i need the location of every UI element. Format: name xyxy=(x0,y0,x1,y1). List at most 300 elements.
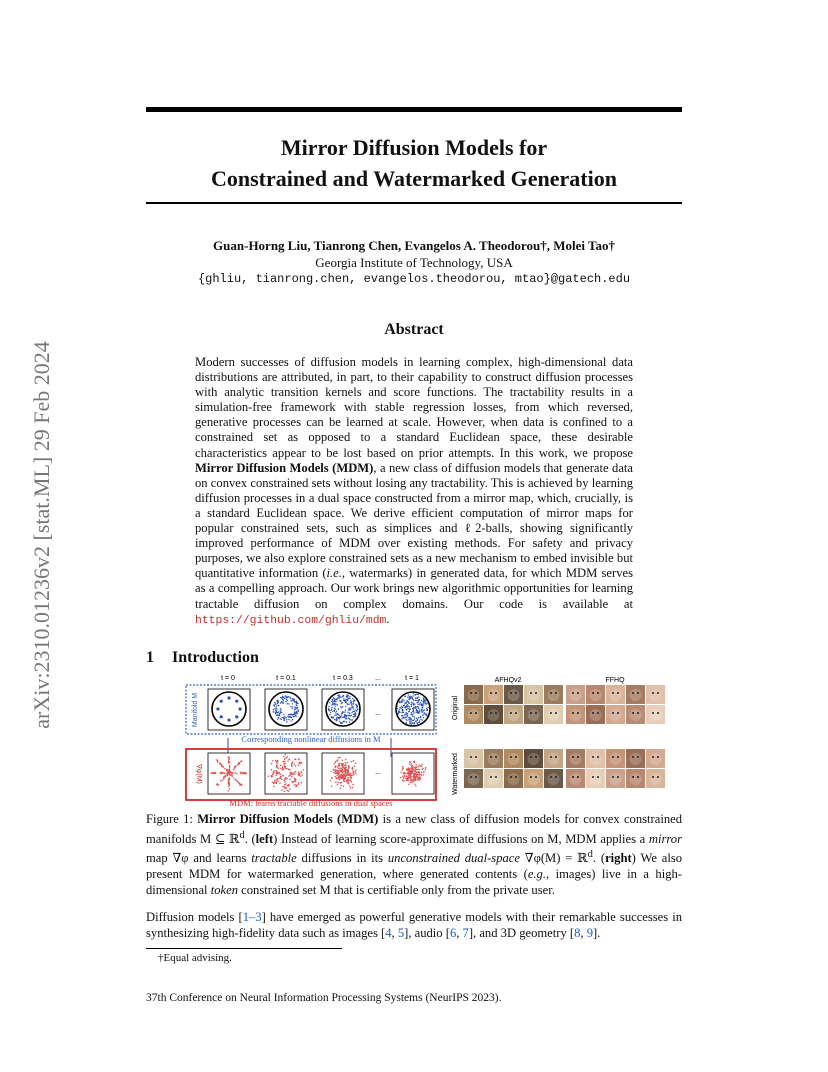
dual-point xyxy=(409,761,411,763)
dual-point xyxy=(406,780,408,782)
manifold-point xyxy=(283,700,284,701)
ffhq-watermarked-thumb-eye xyxy=(637,776,639,778)
dual-point xyxy=(289,769,291,771)
ffhq-watermarked-thumb-highlight xyxy=(650,773,662,785)
manifold-point xyxy=(294,701,295,702)
manifold-point xyxy=(406,722,407,723)
manifold-point xyxy=(427,707,428,708)
manifold-point xyxy=(337,697,338,698)
dual-point xyxy=(406,769,408,771)
manifold-point xyxy=(422,719,423,720)
dual-point xyxy=(355,771,357,773)
manifold-point xyxy=(421,709,422,710)
dual-point xyxy=(280,773,282,775)
dual-point xyxy=(286,778,288,780)
manifold-point xyxy=(399,707,400,708)
manifold-point xyxy=(421,704,422,705)
afhq-watermarked-thumb-eye xyxy=(475,776,477,778)
manifold-point xyxy=(352,711,353,712)
manifold-point xyxy=(416,722,417,723)
dual-point xyxy=(285,783,287,785)
dual-point xyxy=(406,775,408,777)
author-names: Guan-Horng Liu, Tianrong Chen, Evangelos A. Theodorou†, Molei Tao† xyxy=(213,238,615,253)
afhq-original-thumb-eye xyxy=(530,692,532,694)
manifold-point xyxy=(414,707,415,708)
ffhq-watermarked-thumb-eye xyxy=(577,756,579,758)
dual-point xyxy=(282,761,284,763)
manifold-point xyxy=(285,701,286,702)
dual-point xyxy=(229,766,231,768)
manifold-point xyxy=(283,702,284,703)
dual-point xyxy=(222,779,224,781)
dual-point xyxy=(418,774,420,776)
dual-point xyxy=(414,783,416,785)
manifold-point xyxy=(283,720,284,721)
dual-point xyxy=(421,774,423,776)
manifold-point xyxy=(426,708,427,709)
dual-point xyxy=(288,759,290,761)
manifold-point xyxy=(335,712,336,713)
dual-point xyxy=(273,783,275,785)
dual-point xyxy=(337,760,339,762)
ffhq-watermarked-thumb-eye xyxy=(577,776,579,778)
ffhq-watermarked-thumb-highlight xyxy=(630,753,642,765)
title-top-rule xyxy=(146,107,682,112)
abstract-heading: Abstract xyxy=(384,321,444,338)
dual-point xyxy=(346,780,348,782)
dual-point xyxy=(295,784,297,786)
dual-point xyxy=(347,772,349,774)
dual-point xyxy=(408,770,410,772)
manifold-point xyxy=(416,717,417,718)
citation[interactable]: 7 xyxy=(462,926,469,940)
manifold-point xyxy=(291,700,292,701)
manifold-point xyxy=(405,707,406,708)
manifold-point xyxy=(419,709,420,710)
manifold-point xyxy=(412,716,413,717)
author-block xyxy=(146,237,682,288)
manifold-point xyxy=(280,702,281,703)
ffhq-watermarked-thumb-eye xyxy=(652,756,654,758)
manifold-point xyxy=(344,716,345,717)
dual-point xyxy=(335,766,337,768)
afhq-original-thumb-eye xyxy=(535,692,537,694)
afhq-watermarked-thumb-eye xyxy=(555,756,557,758)
dual-point xyxy=(288,790,290,792)
manifold-point xyxy=(422,705,423,706)
dual-point xyxy=(419,777,421,779)
manifold-point xyxy=(399,701,400,702)
manifold-point xyxy=(414,718,415,719)
manifold-point xyxy=(335,703,336,704)
dual-point xyxy=(227,775,229,777)
emails: {ghliu, tianrong.chen, evangelos.theodorou, mtao}@gatech.edu xyxy=(197,272,631,286)
dual-point xyxy=(240,772,242,774)
manifold-point xyxy=(418,696,419,697)
manifold-point xyxy=(420,717,421,718)
afhq-watermarked-thumb-eye xyxy=(515,776,517,778)
dual-point xyxy=(285,768,287,770)
citation[interactable]: 9 xyxy=(586,926,593,940)
dual-point xyxy=(295,781,297,783)
manifold-point xyxy=(277,705,278,706)
dual-point xyxy=(229,768,231,770)
manifold-point xyxy=(338,694,339,695)
top-note: Corresponding nonlinear diffusions in M xyxy=(241,734,381,744)
citation[interactable]: 1–3 xyxy=(242,910,262,924)
dual-point xyxy=(228,761,230,763)
ffhq-watermarked-thumb-eye xyxy=(657,756,659,758)
afhq-original-thumb-eye xyxy=(475,692,477,694)
manifold-point xyxy=(415,711,416,712)
dual-point xyxy=(347,779,349,781)
dual-point xyxy=(283,786,285,788)
manifold-point xyxy=(426,710,427,711)
manifold-point xyxy=(331,707,332,708)
dual-point xyxy=(217,783,219,785)
manifold-point xyxy=(409,696,410,697)
dual-point xyxy=(337,766,339,768)
manifold-point xyxy=(412,708,413,709)
dual-point xyxy=(415,776,417,778)
dual-point xyxy=(353,771,355,773)
dual-point xyxy=(289,779,291,781)
dual-point xyxy=(330,780,332,782)
afhq-original-thumb-eye xyxy=(535,712,537,714)
dual-point xyxy=(400,777,402,779)
row-label-original: Original xyxy=(452,695,459,721)
dual-point xyxy=(346,770,348,772)
manifold-point xyxy=(415,700,416,701)
afhq-watermarked-thumb-eye xyxy=(530,776,532,778)
dual-point xyxy=(280,765,282,767)
manifold-point xyxy=(283,714,284,715)
manifold-point xyxy=(411,721,412,722)
manifold-point xyxy=(357,708,358,709)
manifold-point xyxy=(290,706,291,707)
manifold-point xyxy=(346,694,347,695)
manifold-point xyxy=(407,708,408,709)
citation[interactable]: 8 xyxy=(574,926,581,940)
manifold-point xyxy=(401,712,402,713)
dual-point xyxy=(340,771,342,773)
manifold-point xyxy=(273,705,274,706)
arxiv-id: arXiv:2310.01236v2 [stat.ML] 29 Feb 2024 xyxy=(29,341,54,729)
manifold-point xyxy=(425,700,426,701)
dual-point xyxy=(285,778,287,780)
dual-point xyxy=(342,772,344,774)
dual-point xyxy=(228,786,230,788)
afhq-watermarked-thumb-eye xyxy=(550,776,552,778)
ffhq-watermarked-thumb-eye xyxy=(592,776,594,778)
manifold-point xyxy=(292,706,293,707)
ffhq-watermarked-thumb-highlight xyxy=(590,773,602,785)
dual-point xyxy=(268,776,270,778)
manifold-point xyxy=(351,701,352,702)
dual-point xyxy=(402,766,404,768)
dual-point xyxy=(339,763,341,765)
manifold-point xyxy=(334,719,335,720)
manifold-point xyxy=(423,702,424,703)
dual-point xyxy=(224,773,226,775)
manifold-point xyxy=(407,701,408,702)
afhq-original-thumb-eye xyxy=(470,692,472,694)
manifold-point xyxy=(339,715,340,716)
manifold-point xyxy=(415,721,416,722)
dual-point xyxy=(418,769,420,771)
dual-point xyxy=(352,769,354,771)
manifold-point xyxy=(402,709,403,710)
manifold-point xyxy=(414,703,415,704)
manifold-point xyxy=(330,710,331,711)
manifold-point xyxy=(425,714,426,715)
dual-point xyxy=(228,769,230,771)
afhq-watermarked-thumb-eye xyxy=(475,756,477,758)
citation[interactable]: 5 xyxy=(397,926,405,940)
ffhq-watermarked-thumb-eye xyxy=(632,776,634,778)
dual-point xyxy=(280,768,282,770)
dual-panel xyxy=(322,753,364,794)
dual-point xyxy=(418,780,420,782)
intro-paragraph: Diffusion models [1–3] have emerged as powerful generative models with their remarkable successes in synthesizing high-fidelity data such as images [4, 5], audio [6, 7], and 3D geometry [8, 9]. xyxy=(146,910,683,940)
ffhq-original-thumb-highlight xyxy=(610,689,622,701)
dual-point xyxy=(348,773,350,775)
manifold-point xyxy=(406,701,407,702)
code-link[interactable]: https://github.com/ghliu/mdm xyxy=(195,614,387,627)
dual-point xyxy=(283,780,285,782)
afhq-original-thumb-eye xyxy=(530,712,532,714)
manifold-point xyxy=(402,707,403,708)
dual-point xyxy=(345,762,347,764)
dual-point xyxy=(234,772,236,774)
manifold-point xyxy=(424,709,425,710)
dual-point xyxy=(410,772,412,774)
manifold-point xyxy=(330,712,331,713)
afhq-original-thumb-highlight xyxy=(508,709,520,721)
afhq-watermarked-thumb-highlight xyxy=(548,773,560,785)
ffhq-original-thumb-eye xyxy=(597,692,599,694)
manifold-point xyxy=(350,700,351,701)
manifold-point xyxy=(337,704,338,705)
dual-point xyxy=(331,785,333,787)
dual-point xyxy=(234,767,236,769)
manifold-point xyxy=(399,702,400,703)
manifold-point xyxy=(405,696,406,697)
dual-point xyxy=(411,772,413,774)
manifold-point xyxy=(280,712,281,713)
dual-point xyxy=(342,760,344,762)
dual-point xyxy=(276,772,278,774)
dual-point xyxy=(211,772,213,774)
manifold-point xyxy=(292,703,293,704)
manifold-point xyxy=(295,716,296,717)
manifold-point xyxy=(273,711,274,712)
dataset-label-afhq: AFHQv2 xyxy=(494,677,522,684)
manifold-point xyxy=(293,713,294,714)
section-number: 1 xyxy=(146,649,154,666)
manifold-point xyxy=(346,703,347,704)
dual-label: ∇φ(M) xyxy=(195,764,202,784)
dual-point xyxy=(287,760,289,762)
manifold-point xyxy=(353,700,354,701)
dual-point xyxy=(419,778,421,780)
afhq-watermarked-thumb-eye xyxy=(495,776,497,778)
manifold-point xyxy=(286,697,287,698)
manifold-point xyxy=(416,694,417,695)
manifold-point xyxy=(409,721,410,722)
afhq-original-thumb-eye xyxy=(470,712,472,714)
manifold-point xyxy=(405,703,406,704)
mdm-name: Mirror Diffusion Models (MDM) xyxy=(195,460,374,475)
dual-point xyxy=(291,773,293,775)
dual-point xyxy=(355,763,357,765)
afhq-original-thumb-eye xyxy=(495,712,497,714)
manifold-point xyxy=(329,714,330,715)
dual-point xyxy=(349,779,351,781)
ffhq-original-thumb-eye xyxy=(632,712,634,714)
dual-point xyxy=(281,789,283,791)
manifold-point xyxy=(411,712,412,713)
manifold-point xyxy=(348,708,349,709)
dual-point xyxy=(298,782,300,784)
dual-point xyxy=(294,773,296,775)
manifold-point xyxy=(406,707,407,708)
dual-point xyxy=(405,777,407,779)
dual-point xyxy=(273,772,275,774)
manifold-point xyxy=(418,711,419,712)
dual-point xyxy=(350,787,352,789)
manifold-point xyxy=(296,711,297,712)
ffhq-watermarked-thumb-eye xyxy=(637,756,639,758)
ffhq-watermarked-thumb-eye xyxy=(617,756,619,758)
dual-point xyxy=(287,785,289,787)
dual-point xyxy=(352,784,354,786)
manifold-point xyxy=(404,717,405,718)
manifold-point xyxy=(296,702,297,703)
afhq-watermarked-thumb-highlight xyxy=(528,753,540,765)
manifold-point xyxy=(350,707,351,708)
ffhq-watermarked-thumb-highlight xyxy=(630,773,642,785)
dual-point xyxy=(342,764,344,766)
manifold-point xyxy=(423,697,424,698)
manifold-point xyxy=(419,720,420,721)
afhq-original-thumb-highlight xyxy=(488,689,500,701)
dual-point xyxy=(235,779,237,781)
manifold-point xyxy=(238,707,241,710)
manifold-point xyxy=(286,721,287,722)
dual-point xyxy=(287,756,289,758)
footnote-rule xyxy=(146,948,342,949)
manifold-point xyxy=(227,718,230,721)
manifold-point xyxy=(332,710,333,711)
manifold-point xyxy=(279,714,280,715)
manifold-point xyxy=(352,698,353,699)
dual-point xyxy=(300,771,302,773)
dual-point xyxy=(271,763,273,765)
dual-point xyxy=(417,766,419,768)
dual-point xyxy=(348,781,350,783)
ffhq-watermarked-thumb-highlight xyxy=(590,753,602,765)
dual-point xyxy=(336,771,338,773)
dual-point xyxy=(341,774,343,776)
manifold-point xyxy=(334,703,335,704)
citation[interactable]: 4 xyxy=(385,926,392,940)
manifold-point xyxy=(292,714,293,715)
manifold-point xyxy=(286,719,287,720)
dual-panel-dots: ... xyxy=(375,769,381,776)
manifold-point xyxy=(283,718,284,719)
dual-point xyxy=(229,788,231,790)
dual-point xyxy=(231,772,233,774)
dual-point xyxy=(419,764,421,766)
afhq-original-thumb-highlight xyxy=(468,689,480,701)
dual-point xyxy=(419,775,421,777)
manifold-panel-dots: ... xyxy=(375,710,381,717)
dual-point xyxy=(228,758,230,760)
manifold-point xyxy=(227,696,230,699)
manifold-point xyxy=(403,705,404,706)
manifold-point xyxy=(343,698,344,699)
manifold-point xyxy=(407,704,408,705)
citation[interactable]: 6 xyxy=(449,926,457,940)
manifold-point xyxy=(401,718,402,719)
manifold-point xyxy=(413,716,414,717)
dual-point xyxy=(210,773,212,775)
afhq-original-thumb-eye xyxy=(475,712,477,714)
dual-point xyxy=(217,760,219,762)
manifold-point xyxy=(342,717,343,718)
manifold-point xyxy=(294,716,295,717)
dual-point xyxy=(228,756,230,758)
dual-point xyxy=(279,782,281,784)
manifold-point xyxy=(353,716,354,717)
manifold-point xyxy=(403,706,404,707)
dual-point xyxy=(228,780,230,782)
dual-point xyxy=(338,768,340,770)
dual-point xyxy=(223,778,225,780)
manifold-point xyxy=(295,712,296,713)
afhq-watermarked-thumb-eye xyxy=(555,776,557,778)
dual-point xyxy=(284,758,286,760)
afhq-watermarked-thumb-highlight xyxy=(468,753,480,765)
manifold-panels xyxy=(208,689,434,730)
manifold-point xyxy=(410,714,411,715)
title-bottom-rule xyxy=(146,202,682,204)
dual-point xyxy=(283,791,285,793)
dual-point xyxy=(230,774,232,776)
dual-point xyxy=(341,767,343,769)
dual-point xyxy=(344,768,346,770)
manifold-point xyxy=(417,700,418,701)
manifold-point xyxy=(417,710,418,711)
dual-point xyxy=(273,786,275,788)
dual-point xyxy=(402,769,404,771)
manifold-point xyxy=(419,722,420,723)
dual-point xyxy=(350,780,352,782)
dual-point xyxy=(275,760,277,762)
manifold-point xyxy=(349,696,350,697)
manifold-point xyxy=(289,697,290,698)
manifold-point xyxy=(350,709,351,710)
manifold-point xyxy=(339,717,340,718)
manifold-point xyxy=(348,710,349,711)
manifold-point xyxy=(281,702,282,703)
time-label-3: t = 1 xyxy=(405,675,419,682)
manifold-point xyxy=(418,694,419,695)
manifold-point xyxy=(397,708,398,709)
dual-point xyxy=(279,772,281,774)
ffhq-watermarked-thumb-eye xyxy=(657,776,659,778)
